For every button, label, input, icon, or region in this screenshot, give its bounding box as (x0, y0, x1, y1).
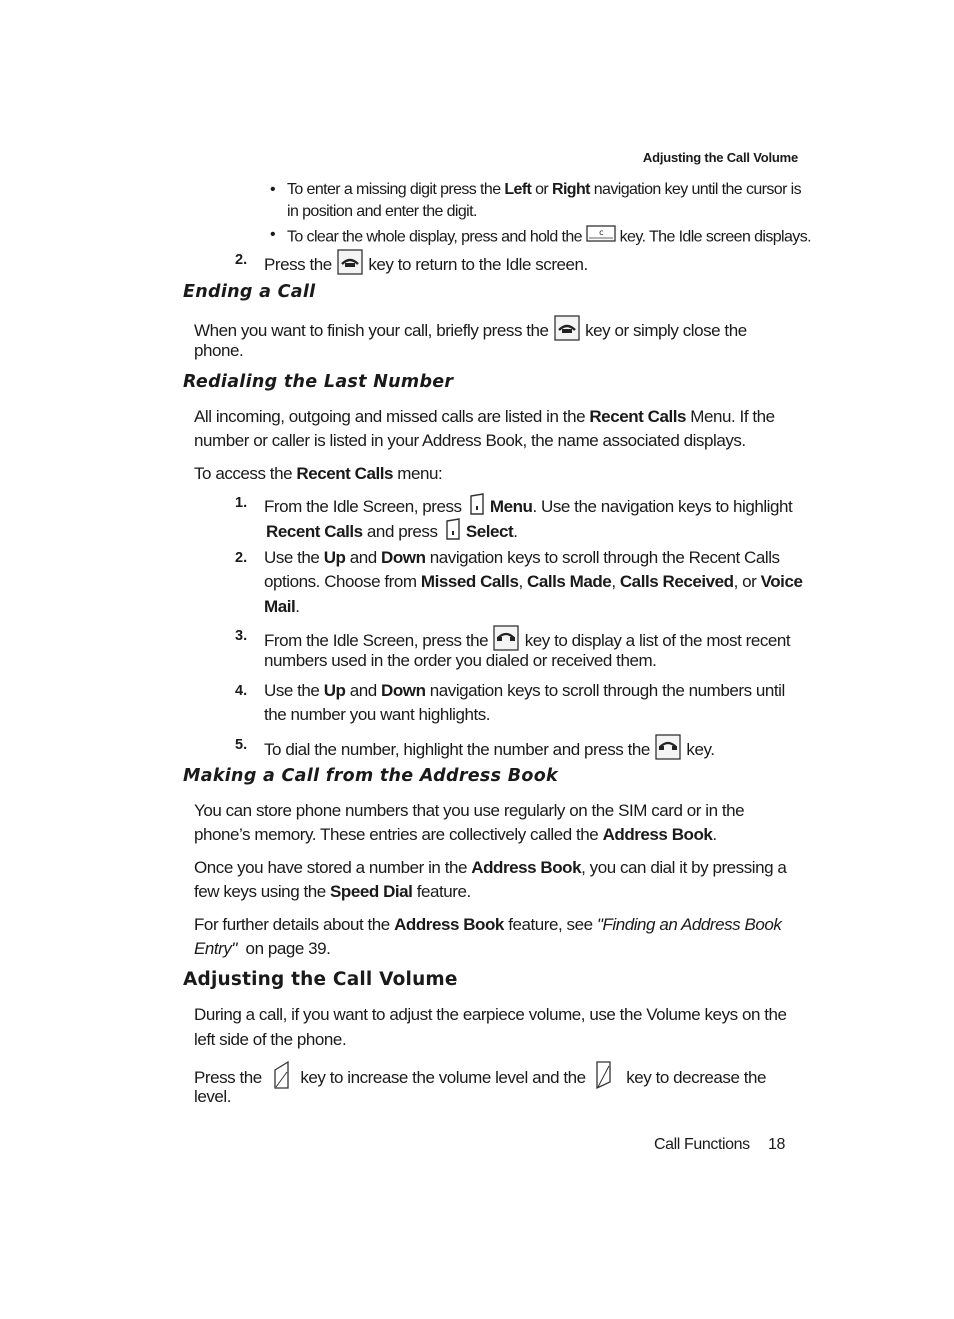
paragraph-text: key or simply close the (580, 321, 747, 341)
step-5-l1 (264, 733, 715, 769)
bold-address-book: Address Book (394, 915, 504, 934)
bullet-text: navigation key until the cursor is (589, 181, 802, 198)
bold-recent-calls: Recent Calls (296, 464, 394, 483)
volume-down-key-icon (594, 1060, 614, 1098)
bullet-text: To clear the whole display, press and hold the (287, 228, 586, 246)
bold-recent-calls: Recent Calls (266, 522, 363, 542)
step-text: Use the (264, 548, 324, 567)
paragraph-text: For further details about the (194, 915, 395, 934)
paragraph-text: phone’s memory. These entries are collectively called the (194, 825, 603, 844)
bold-down: Down (381, 681, 426, 700)
step-number: 2. (235, 550, 248, 566)
step-text: and (345, 681, 382, 700)
page-number: 18 (768, 1136, 785, 1153)
step-text: , (611, 572, 620, 591)
paragraph-volume-keys-l1 (194, 1060, 766, 1098)
paragraph-address-l1: You can store phone numbers that you use regularly on the SIM card or in the (194, 801, 745, 820)
step-text: Press the (264, 255, 337, 275)
paragraph-text: on page 39. (237, 939, 331, 958)
step-number: 4. (235, 683, 248, 699)
svg-text:c: c (598, 228, 603, 237)
step-text: . Use the navigation keys to highlight (532, 497, 793, 517)
volume-up-key-icon (272, 1060, 292, 1098)
step-text: key to return to the Idle screen. (364, 255, 588, 275)
running-header: Adjusting the Call Volume (642, 150, 798, 165)
step-text: options. Choose from (264, 572, 421, 591)
step-number: 3. (235, 628, 248, 644)
paragraph-access-menu (194, 462, 442, 487)
bold-voice: Voice (760, 572, 803, 591)
step-number: 1. (235, 495, 248, 511)
step-text: From the Idle Screen, press (264, 497, 466, 517)
bullet-item-missing-digit (287, 179, 807, 223)
bold-address-book: Address Book (471, 858, 582, 877)
bold-recent-calls: Recent Calls (589, 407, 687, 426)
bold-address-book: Address Book (602, 825, 713, 844)
bullet-dot: • (270, 226, 276, 243)
paragraph-text: feature, see (503, 915, 597, 934)
paragraph-redial-l2: number or caller is listed in your Address Book, the name associated displays. (194, 431, 746, 450)
paragraph-volume-l2: left side of the phone. (194, 1030, 347, 1049)
paragraph-ending-l2: phone. (194, 341, 244, 360)
bold-select: Select (465, 522, 514, 542)
bold-up: Up (323, 548, 346, 567)
paragraph-text: feature. (412, 882, 471, 901)
paragraph-speed-l2 (194, 880, 471, 905)
bold-speed-dial: Speed Dial (330, 882, 413, 901)
paragraph-text: Menu. If the (686, 407, 775, 426)
paragraph-volume-l1: During a call, if you want to adjust the earpiece volume, use the Volume keys on the (194, 1005, 787, 1024)
step-2-l3 (264, 595, 300, 620)
step-number: 5. (235, 737, 248, 753)
step-4-l2: the number you want highlights. (264, 705, 491, 724)
step-2-l1 (264, 546, 780, 571)
paragraph-text: menu: (393, 464, 443, 483)
bold-calls-received: Calls Received (619, 572, 734, 591)
paragraph-text: key to decrease the (621, 1068, 767, 1088)
bullet-text: in position and enter the digit. (287, 203, 477, 220)
step-1-l2 (266, 516, 517, 550)
paragraph-ending-l1 (194, 314, 747, 350)
heading-call-volume: Adjusting the Call Volume (183, 969, 458, 990)
step-text: To dial the number, highlight the number and press the (264, 740, 655, 760)
paragraph-reference-l2 (194, 937, 330, 962)
step-text: and (345, 548, 382, 567)
step-text: key. (682, 740, 715, 760)
paragraph-speed-l1 (194, 856, 786, 881)
heading-ending-a-call: Ending a Call (183, 282, 316, 302)
bullet-text: or (531, 181, 552, 198)
step-text: , (518, 572, 527, 591)
paragraph-redial-l1 (194, 405, 775, 430)
step-number: 2. (235, 252, 248, 268)
bullet-bold-right: Right (552, 181, 590, 198)
paragraph-text: few keys using the (194, 882, 331, 901)
paragraph-text: To access the (194, 464, 297, 483)
step-text: . (513, 522, 518, 542)
bullet-bold-left: Left (504, 181, 532, 198)
paragraph-volume-keys-l2: level. (194, 1087, 231, 1106)
heading-redialing: Redialing the Last Number (183, 372, 454, 392)
bold-up: Up (323, 681, 346, 700)
step-text: Use the (264, 681, 324, 700)
paragraph-text: , you can dial it by pressing a (581, 858, 787, 877)
bullet-text: key. The Idle screen displays. (615, 228, 811, 246)
step-text: From the Idle Screen, press the (264, 631, 493, 651)
paragraph-address-l2 (194, 823, 717, 848)
step-2-l2 (264, 570, 802, 595)
paragraph-text: key to increase the volume level and the (296, 1068, 590, 1088)
end-key-icon (336, 248, 364, 284)
paragraph-text: Press the (194, 1068, 267, 1088)
step-text: and press (362, 522, 442, 542)
bold-calls-made: Calls Made (527, 572, 612, 591)
bold-mail: Mail (264, 597, 296, 616)
paragraph-reference-l1 (194, 913, 781, 938)
paragraph-text: Once you have stored a number in the (194, 858, 472, 877)
step-4-l1 (264, 679, 785, 704)
cross-reference-link[interactable]: Entry" (194, 939, 238, 958)
step-return-idle (264, 248, 588, 284)
bold-menu: Menu (489, 497, 533, 517)
paragraph-text: All incoming, outgoing and missed calls are listed in the (194, 407, 590, 426)
left-soft-key-icon (442, 516, 466, 550)
paragraph-text: When you want to finish your call, briefly press the (194, 321, 553, 341)
step-text: navigation keys to scroll through the Recent Calls (425, 548, 780, 567)
bullet-text: To enter a missing digit press the (287, 181, 505, 198)
paragraph-text: . (712, 825, 717, 844)
step-3-l2: numbers used in the order you dialed or received them. (264, 651, 657, 670)
send-key-icon (654, 733, 682, 769)
cross-reference-link[interactable]: "Finding an Address Book (596, 915, 782, 934)
end-key-icon (553, 314, 581, 350)
step-text: , or (733, 572, 761, 591)
bold-down: Down (381, 548, 426, 567)
clear-key-icon (586, 224, 616, 251)
bullet-item-clear-display (287, 224, 817, 251)
bullet-dot: • (270, 181, 276, 198)
step-text: key to display a list of the most recent (520, 631, 791, 651)
step-text: navigation keys to scroll through the numbers until (425, 681, 785, 700)
footer-section-title: Call Functions (654, 1136, 750, 1153)
heading-address-book: Making a Call from the Address Book (183, 766, 558, 786)
step-text: . (295, 597, 300, 616)
bold-missed-calls: Missed Calls (420, 572, 519, 591)
